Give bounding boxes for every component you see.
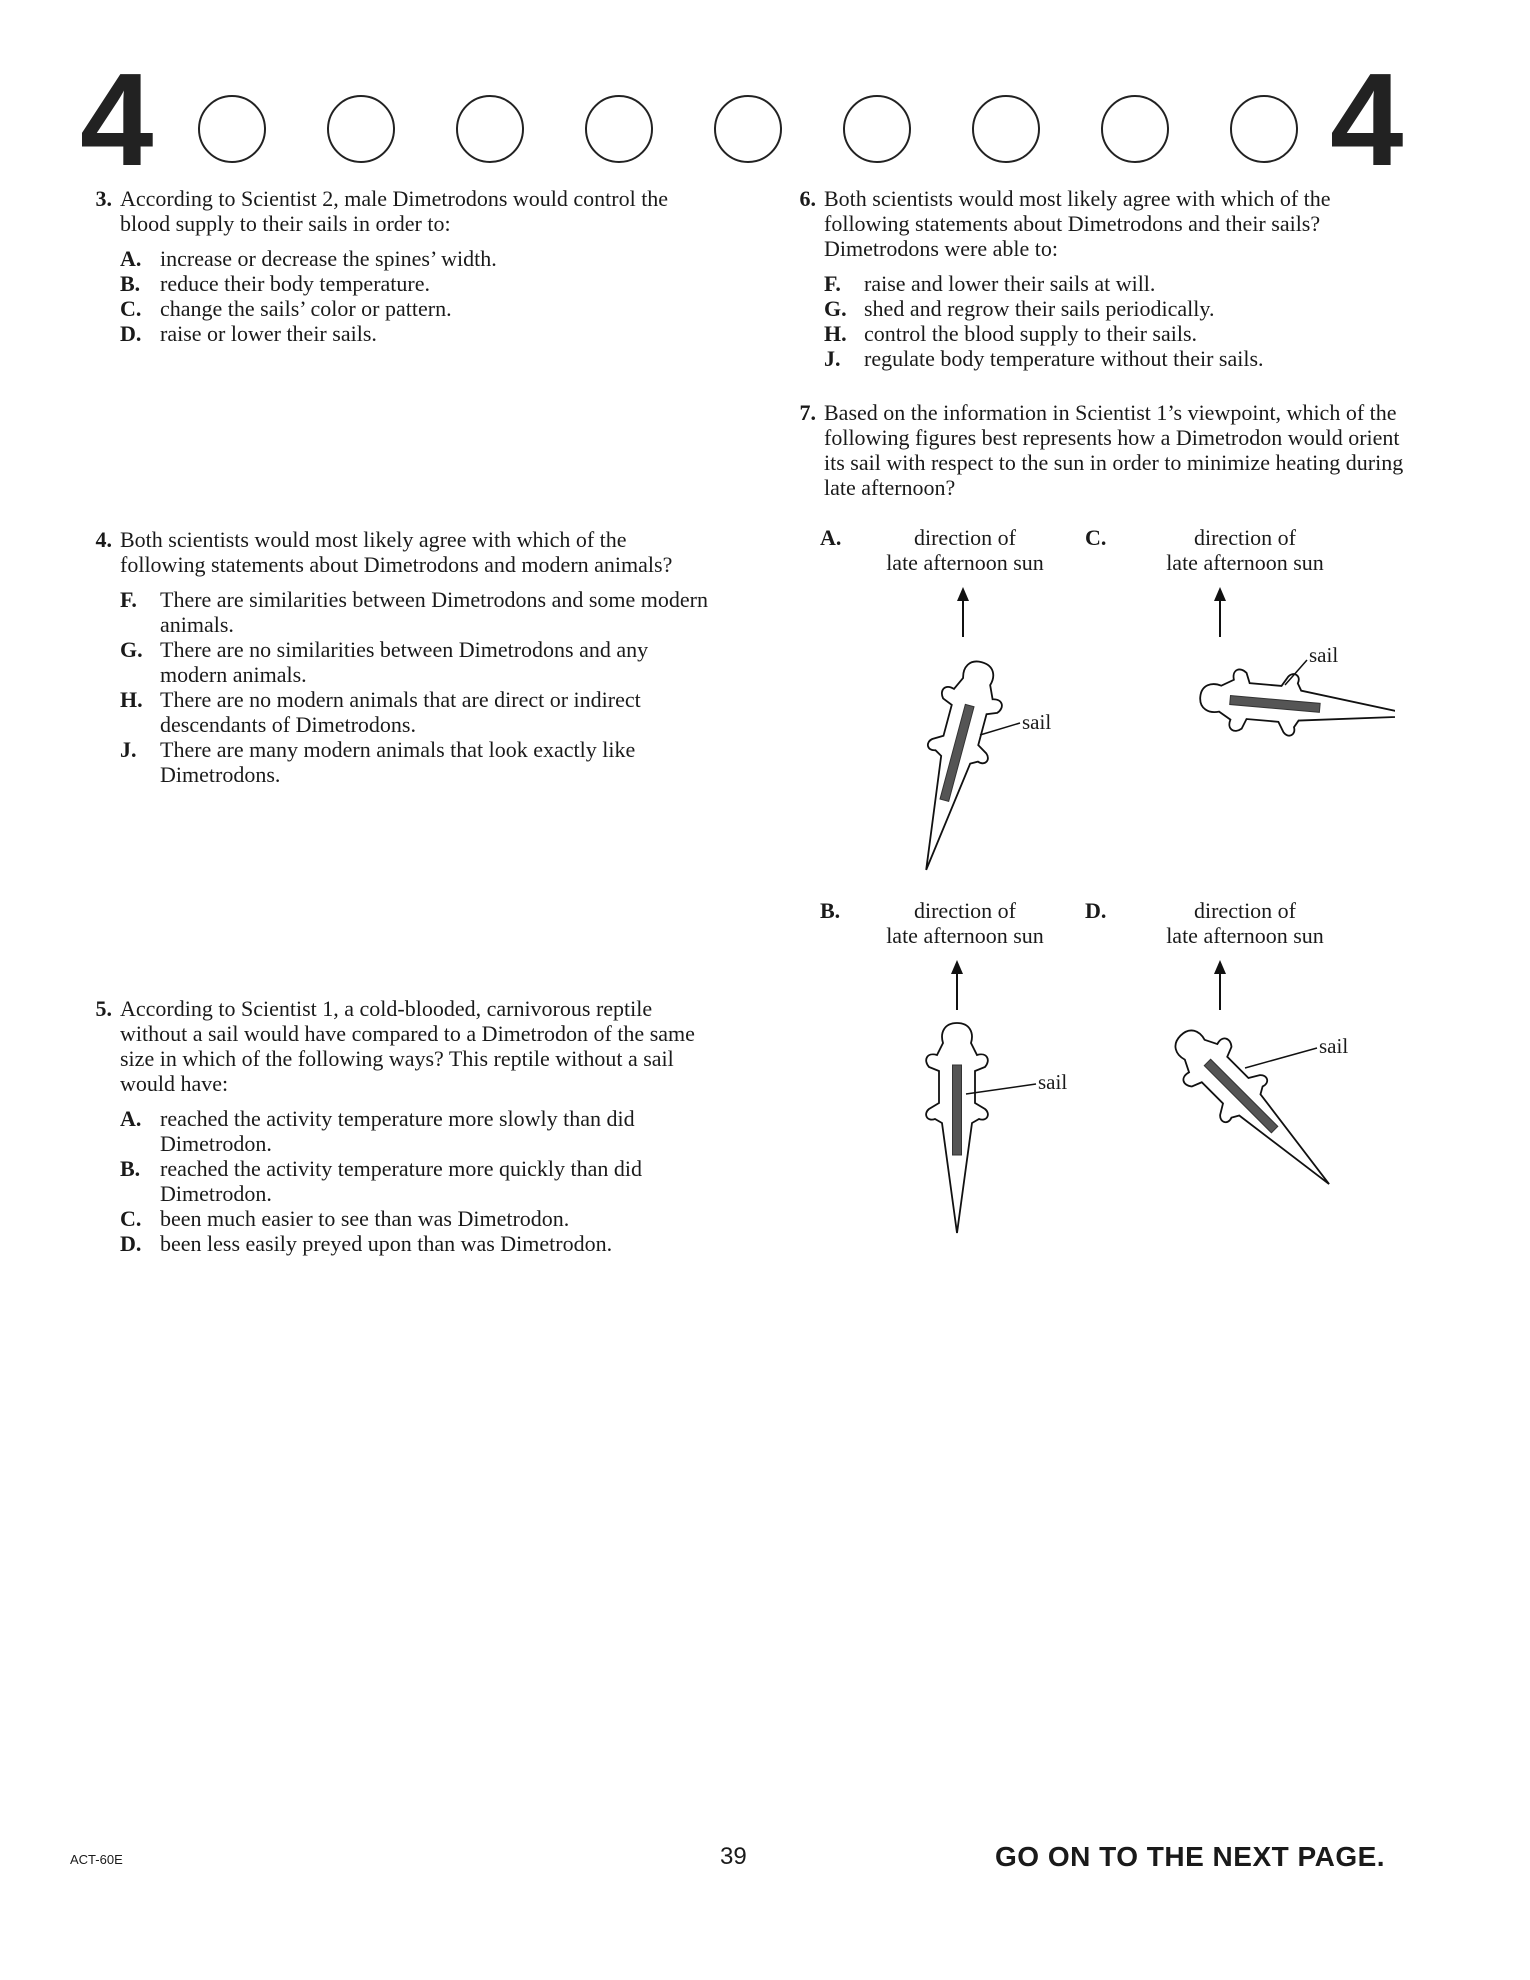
question-6 [776,186,1416,371]
section-number-right: 4 [1330,46,1404,193]
header-circle [585,95,653,163]
sun-arrow-icon [1214,587,1226,637]
question-stem: Based on the information in Scientist 1’s viewpoint, which of the following figures best represents how a Dimetrodon would orient its sail with respect to the sun in order to minimize heating during late afternoon? [824,400,1404,500]
answer-option-j[interactable]: J. There are many modern animals that look exactly like Dimetrodons. [120,737,636,787]
question-number: 4. [95,527,112,552]
question-4 [72,527,712,787]
page-number: 39 [720,1843,747,1870]
answer-option-d[interactable]: D. been less easily preyed upon than was Dimetrodon. [120,1231,613,1256]
question-stem: Both scientists would most likely agree with which of the following statements about Dimetrodons and modern animals? [120,527,673,577]
answer-option-b[interactable]: B. reached the activity temperature more quickly than did Dimetrodon. [120,1156,642,1206]
question-number: 3. [95,186,112,211]
header-circle [327,95,395,163]
answer-options [120,1106,712,1256]
dimetrodon-icon [1198,666,1395,747]
figure-option-c[interactable] [1085,525,1395,785]
question-number: 7. [799,400,816,425]
figure-option-a[interactable] [820,525,1080,885]
next-page-instruction: GO ON TO THE NEXT PAGE. [995,1841,1386,1872]
answer-option-f[interactable]: F. raise and lower their sails at will. [824,271,1156,296]
answer-option-c[interactable]: C. change the sails’ color or pattern. [120,296,452,321]
answer-option-c[interactable]: C. been much easier to see than was Dimetrodon. [120,1206,570,1231]
answer-options [824,271,1416,371]
sun-arrow-icon [1214,960,1226,1010]
dimetrodon-figure-c [1085,525,1395,785]
answer-option-g[interactable]: G. shed and regrow their sails periodically. [824,296,1215,321]
question-3 [72,186,712,346]
answer-option-a[interactable]: A. increase or decrease the spines’ width. [120,246,497,271]
answer-option-d[interactable]: D. raise or lower their sails. [120,321,377,346]
question-number: 5. [95,996,112,1021]
question-number: 6. [799,186,816,211]
answer-option-h[interactable]: H. There are no modern animals that are direct or indirect descendants of Dimetrodons. [120,687,641,737]
answer-option-a[interactable]: A. reached the activity temperature more slowly than did Dimetrodon. [120,1106,635,1156]
figure-letter: B. [820,898,841,923]
header-circle [198,95,266,163]
header-circle [456,95,524,163]
dimetrodon-icon [926,1023,988,1233]
answer-option-g[interactable]: G. There are no similarities between Dimetrodons and any modern animals. [120,637,649,687]
question-7 [776,400,1416,500]
section-number-left: 4 [80,46,154,193]
header-circle [972,95,1040,163]
sun-direction-label: direction of late afternoon sun [886,525,1044,575]
figure-option-b[interactable] [820,898,1080,1258]
sun-direction-label: direction of late afternoon sun [1166,525,1324,575]
sun-direction-label: direction of late afternoon sun [1166,898,1324,948]
header-circle [1230,95,1298,163]
figure-option-d[interactable] [1085,898,1395,1198]
section-header [0,46,1530,193]
sail-label: sail [1038,1070,1068,1094]
header-circle [843,95,911,163]
answer-options [120,246,712,346]
sail-label: sail [1309,643,1339,667]
dimetrodon-icon [896,654,1011,878]
sail-label: sail [1022,710,1052,734]
figure-letter: C. [1085,525,1107,550]
answer-option-j[interactable]: J. regulate body temperature without their sails. [824,346,1264,371]
sun-arrow-icon [951,960,963,1010]
question-stem: Both scientists would most likely agree with which of the following statements about Dimetrodons and their sails? Dimetrodons were able to: [824,186,1331,261]
figure-letter: D. [1085,898,1107,923]
sun-direction-label: direction of late afternoon sun [886,898,1044,948]
form-code: ACT-60E [70,1852,123,1867]
header-circle [714,95,782,163]
question-stem: According to Scientist 2, male Dimetrodons would control the blood supply to their sails in order to: [120,186,669,236]
answer-option-b[interactable]: B. reduce their body temperature. [120,271,430,296]
question-stem: According to Scientist 1, a cold-blooded, carnivorous reptile without a sail would have compared to a Dimetrodon of the same size in which of the following ways? This reptile without a sail would have: [120,996,695,1096]
sail-label: sail [1319,1034,1349,1058]
answer-options [120,587,712,787]
dimetrodon-figure-d [1085,898,1395,1198]
answer-option-f[interactable]: F. There are similarities between Dimetrodons and some modern animals. [120,587,708,637]
question-5 [72,996,712,1256]
sun-arrow-icon [957,587,969,637]
figure-letter: A. [820,525,842,550]
header-circle [1101,95,1169,163]
answer-option-h[interactable]: H. control the blood supply to their sails. [824,321,1198,346]
dimetrodon-figure-a [820,525,1080,885]
